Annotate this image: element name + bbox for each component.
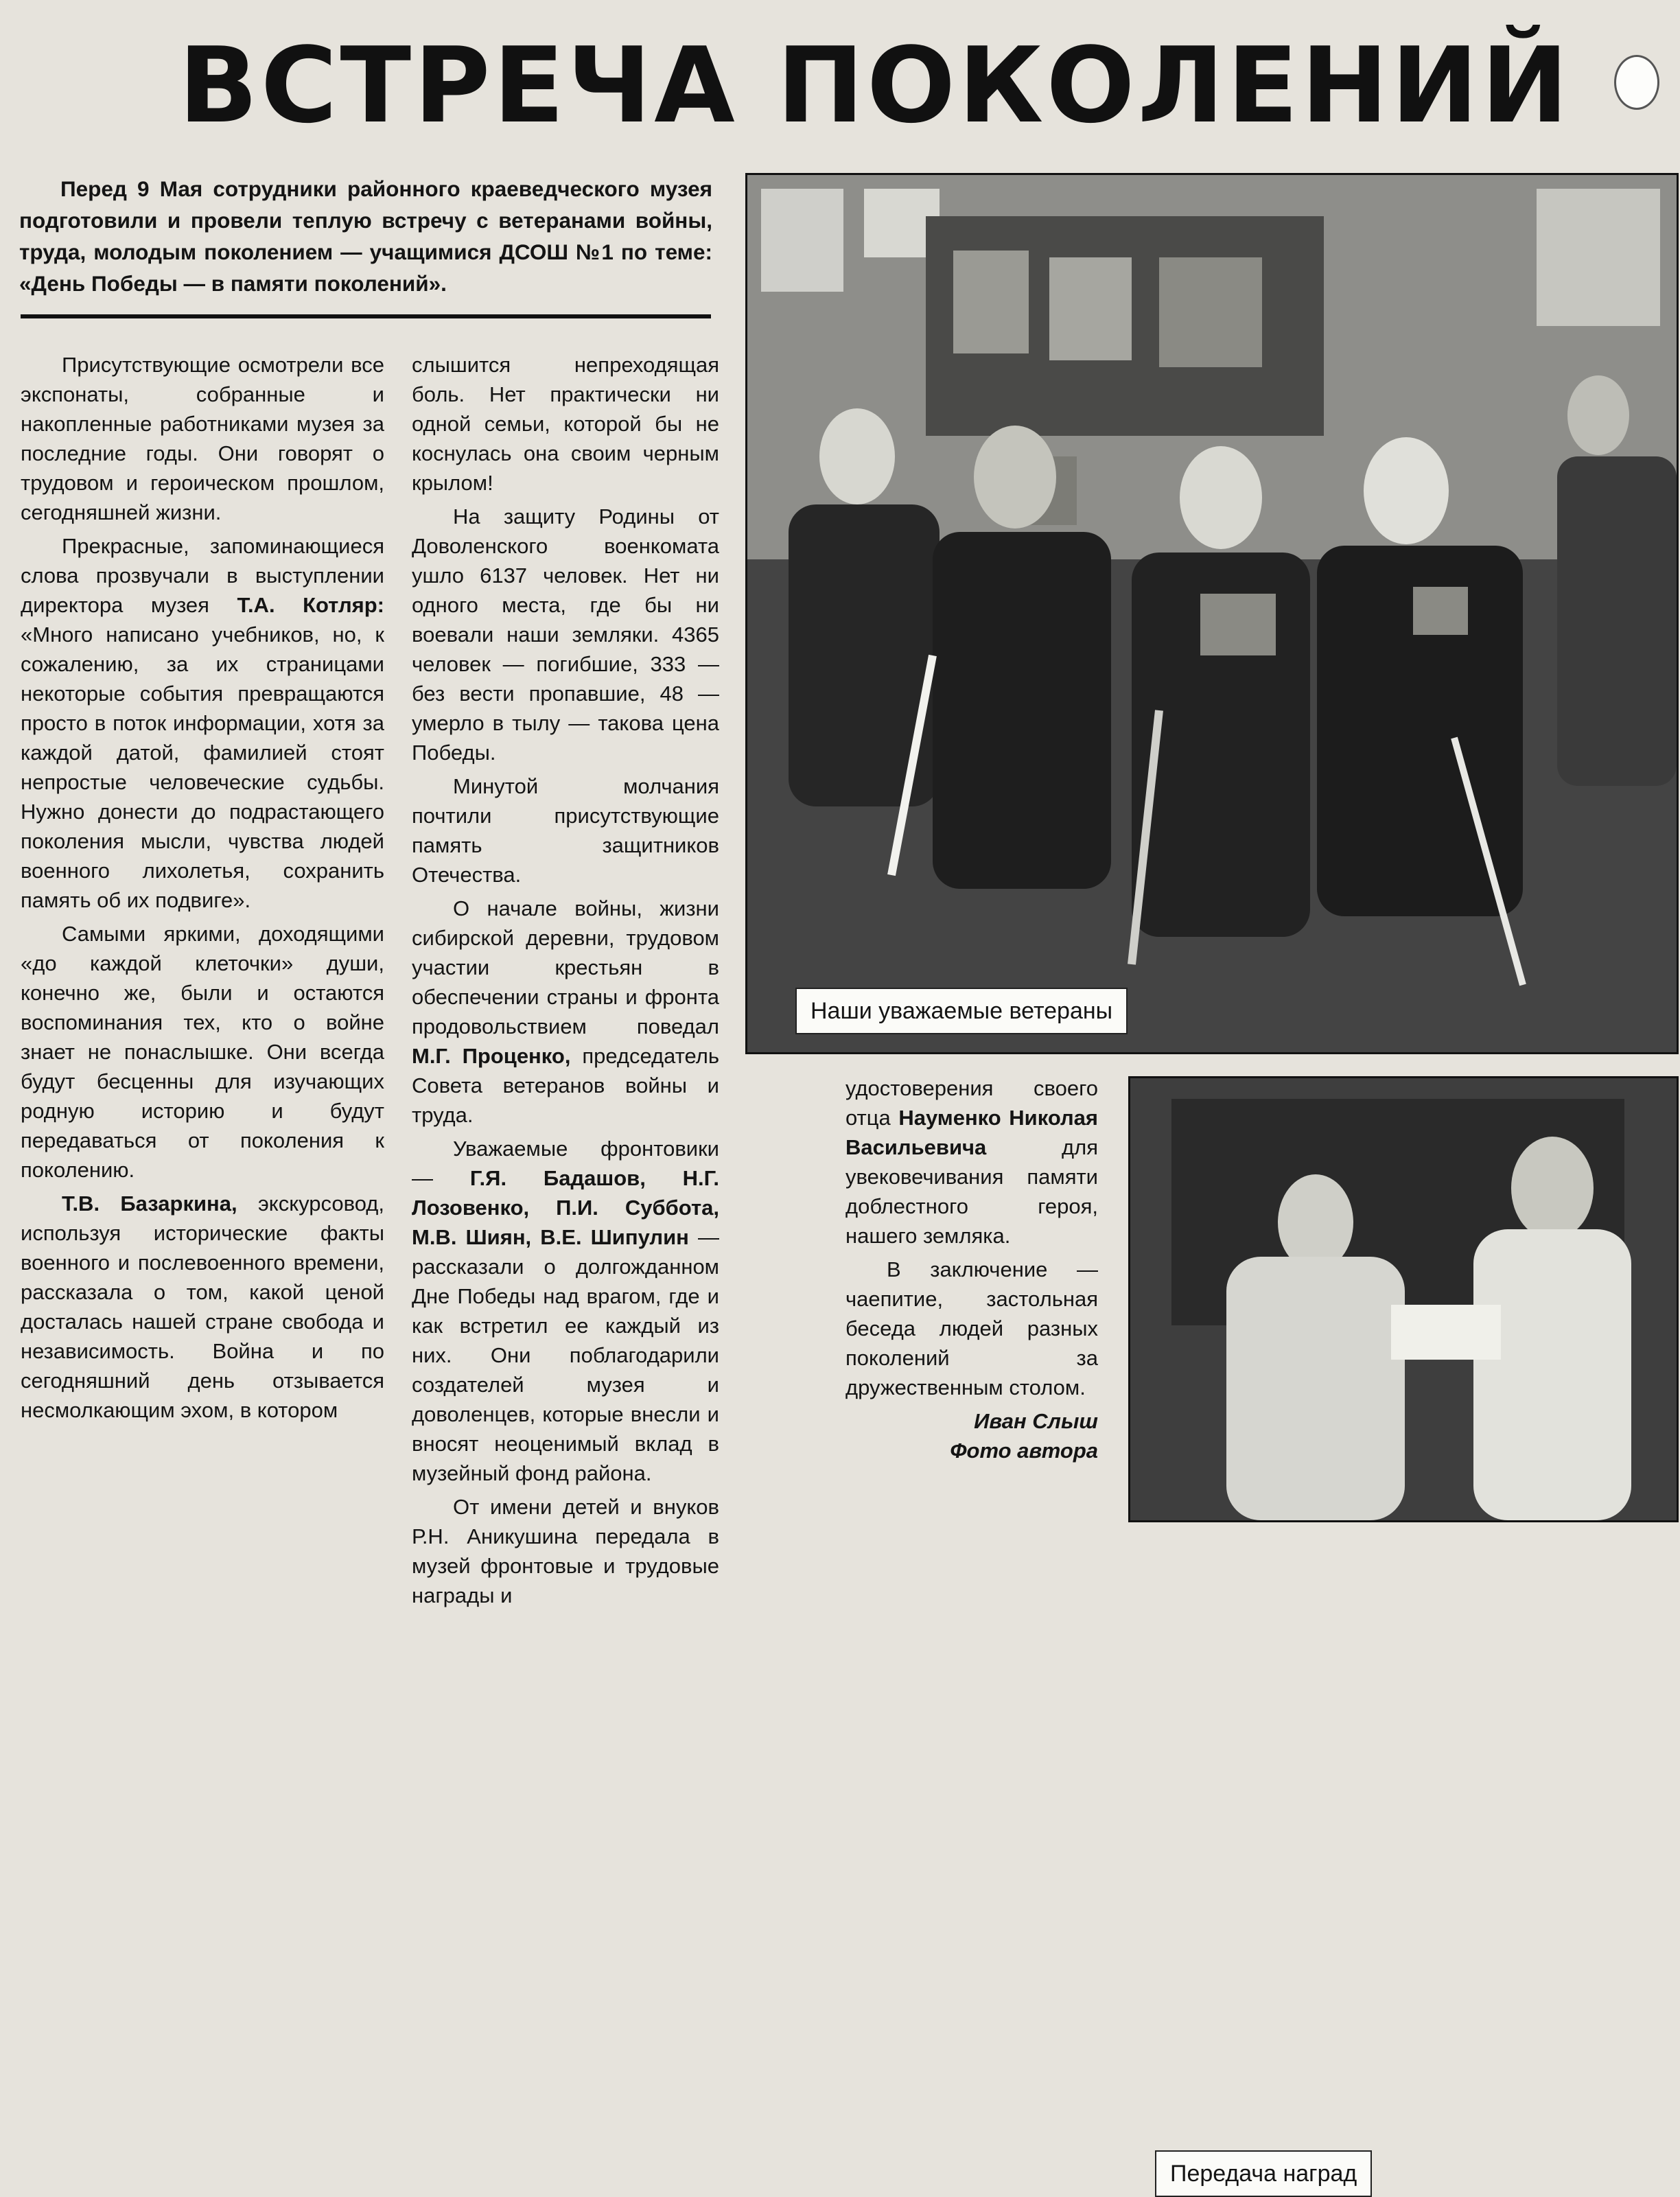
- photo-veterans: [745, 173, 1679, 1054]
- text-run: Уважаемые фронтовики —: [412, 1137, 719, 1190]
- paragraph: На защиту Родины от Доволенского военкомата ушло 6137 человек. Нет ни одного места, где бы ни воевали наши земляки. 4365 человек — погибшие, 333 — без вести пропавшие, 48 — умерло в тылу — такова цена Победы.: [412, 504, 719, 765]
- person-name: Науменко Николая Васильевича: [845, 1106, 1098, 1159]
- paragraph: Минутой молчания почтили присутствующие память защитников Отечества.: [412, 774, 719, 887]
- photo-awards: [1128, 1076, 1679, 2187]
- person-name: Т.В. Базаркина,: [62, 1192, 237, 1216]
- paragraph: [412, 1134, 719, 1488]
- text-column-1: [21, 350, 384, 1429]
- photo-awards-image: [1130, 1078, 1677, 1520]
- text-run: экскурсовод, используя исторические факты военного и послевоенного времени, рассказала о том, какой ценой досталась нашей стране свобода и независимость. Война и по сегодняшний день отзывается несмолкающим эхом, в котором: [21, 1192, 384, 1422]
- text-run: председатель Совета ветеранов войны и труда.: [412, 1044, 719, 1127]
- person-name: Т.А. Котляр:: [237, 593, 384, 617]
- text-run: «Много написано учебников, но, к сожалению, за их страницами некоторые события превращаются просто в поток информации, хотя за каждой датой, фамилией стоят непростые человеческие судьбы. Нужно донести до подрастающего поколения мысли, чувства людей военного лихолетья, сохранить память об их подвиге».: [21, 623, 384, 912]
- article-lead: [19, 173, 712, 299]
- divider-line: [21, 314, 711, 318]
- lead-text: Перед 9 Мая сотрудники районного краеведческого музея подготовили и провели теплую встречу с ветеранами войны, труда, молодым поколением — учащимися ДСОШ №1 по теме: «День Победы — в памяти поколений».: [19, 176, 712, 296]
- text-column-3: [845, 1073, 1098, 1465]
- punch-hole: [1614, 55, 1659, 110]
- paragraph: От имени детей и внуков Р.Н. Аникушина передала в музей фронтовые и трудовые награды и: [412, 1495, 719, 1607]
- paragraph: слышится непреходящая боль. Нет практически ни одной семьи, которой бы не коснулась она своим черным крылом!: [412, 353, 719, 495]
- paragraph: Присутствующие осмотрели все экспонаты, собранные и накопленные работниками музея за последние годы. Они говорят о трудовом и героическом прошлом, сегодняшней жизни.: [21, 353, 384, 524]
- author-signature: Иван Слыш: [974, 1409, 1098, 1433]
- paragraph: В заключение — чаепитие, застольная беседа людей разных поколений за дружественным столом.: [845, 1257, 1098, 1399]
- text-run: — рассказали о долгожданном Дне Победы над врагом, где и как встретил ее каждый из них. Они поблагодарили создателей музея и доволенцев, которые внесли и вносят неоценимый вклад в музейный фонд района.: [412, 1225, 719, 1485]
- text-column-2: [412, 350, 719, 1614]
- article-headline: ВСТРЕЧА ПОКОЛЕНИЙ: [178, 25, 1572, 146]
- text-run: для увековечивания памяти доблестного героя, нашего земляка.: [845, 1135, 1098, 1248]
- person-name: М.Г. Проценко,: [412, 1044, 571, 1068]
- text-run: Прекрасные, запоминающиеся слова прозвучали в выступлении директора музея: [21, 534, 384, 617]
- photo-awards-caption: Передача наград: [1155, 2150, 1372, 2197]
- photo-credit: Фото автора: [950, 1439, 1098, 1463]
- paragraph: [412, 894, 719, 1130]
- paragraph: Самыми яркими, доходящими «до каждой клеточки» души, конечно же, были и остаются воспоминания тех, кто о войне знает не понаслышке. Они всегда будут бесценны для изучающих родную историю и будут передаваться от поколения к поколению.: [21, 922, 384, 1182]
- person-names: Г.Я. Бадашов, Н.Г. Лозовенко, П.И. Суббота, М.В. Шиян, В.Е. Шипулин: [412, 1166, 719, 1249]
- paragraph: [21, 531, 384, 915]
- paragraph: [845, 1073, 1098, 1251]
- text-run: удостоверения своего отца: [845, 1076, 1098, 1130]
- text-run: О начале войны, жизни сибирской деревни, трудовом участии крестьян в обеспечении страны и фронта продовольствием поведал: [412, 896, 719, 1038]
- paragraph: [21, 1189, 384, 1425]
- photo-veterans-caption: Наши уважаемые ветераны: [795, 988, 1128, 1034]
- photo-veterans-image: [747, 175, 1677, 1052]
